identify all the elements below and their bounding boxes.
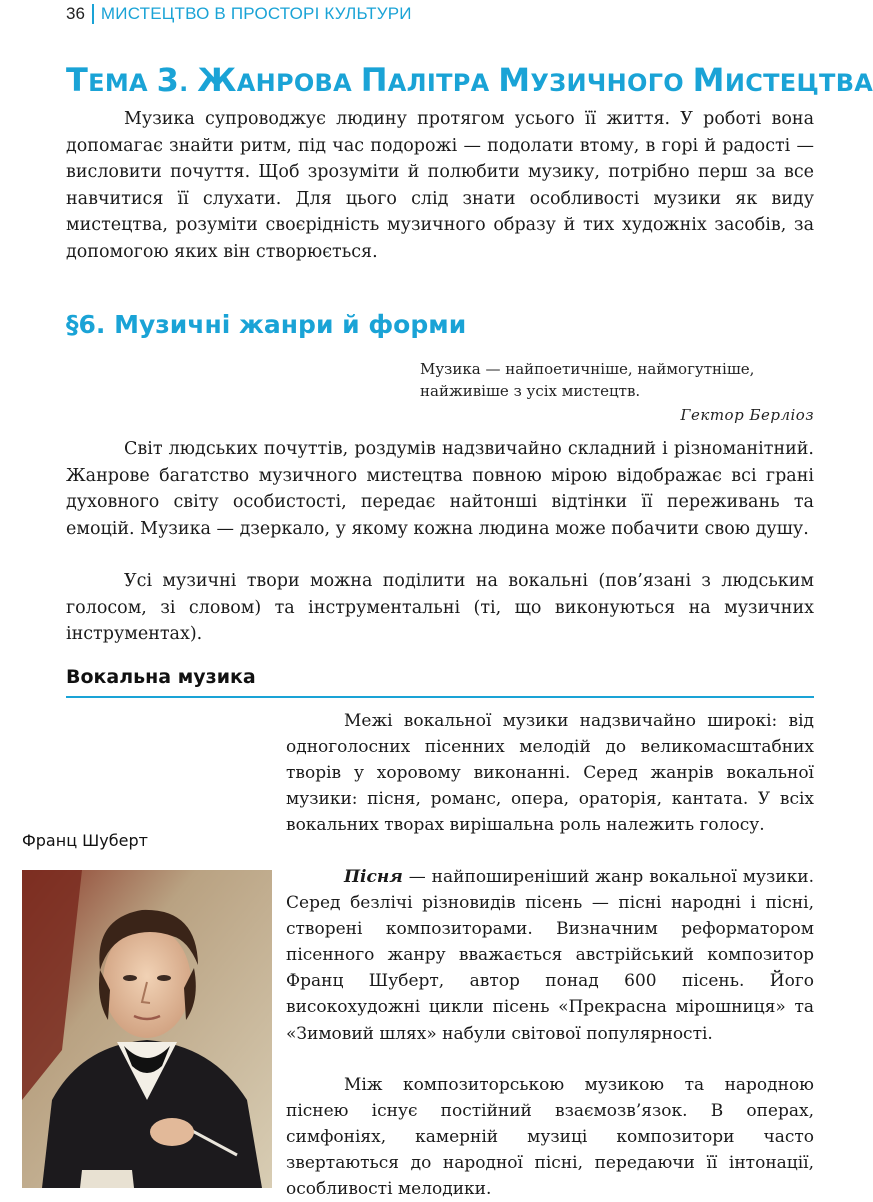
portrait-caption: Франц Шуберт — [22, 831, 148, 850]
subsection-header — [66, 662, 814, 698]
running-title: МИСТЕЦТВО В ПРОСТОРІ КУЛЬТУРИ — [100, 4, 412, 23]
section-paragraph-2: Усі музичні твори можна поділити на вокальні (пов’язані з людським голосом, зі словом) та інструментальні (ті, що виконуються на музичних інструментах). — [66, 571, 814, 644]
subsection-rule — [66, 696, 814, 698]
page-number: 36 — [66, 4, 85, 23]
epigraph — [420, 358, 814, 426]
theme-title: ТЕМА 3. ЖАНРОВА ПАЛІТРА МУЗИЧНОГО МИСТЕЦТВА — [66, 61, 873, 99]
running-head — [66, 0, 412, 28]
section-paragraph-1: Світ людських почуттів, роздумів надзвичайно складний і різноманітний. Жанрове багатство музичного мистецтва повною мірою відображає всі грані духовного світу особистості, передає найтонші відтінки її переживань та емоцій. Музика — дзеркало, у якому кожна людина може побачити свою душу. — [66, 439, 814, 539]
subsection-title: Вокальна музика — [66, 666, 256, 688]
vocal-paragraph-1: Межі вокальної музики надзвичайно широкі: від одноголосних пісенних мелодій до великомасштабних творів у хоровому виконанні. Серед жанрів вокальної музики: пісня, романс, опера, ораторія, кантата. У всіх вокальних творах вирішальна роль належить голосу. — [286, 711, 814, 836]
schubert-portrait — [22, 870, 272, 1188]
intro-paragraph: Музика супроводжує людину протягом усього її життя. У роботі вона допомагає знайти ритм, під час подорожі — подолати втому, в горі й радості — висловити почуття. Щоб зрозуміти й полюбити музику, потрібно перш за все навчитися її слухати. Для цього слід знати особливості музики як виду мистецтва, розуміти своєрідність музичного образу й тих художніх засобів, за допомогою яких він створюється. — [66, 109, 814, 262]
section-title: §6. Музичні жанри й форми — [66, 310, 467, 339]
portrait-illustration — [22, 870, 272, 1188]
term-song: Пісня — [344, 867, 403, 887]
vocal-paragraph-2 — [286, 864, 814, 1047]
epigraph-author: Гектор Берліоз — [680, 406, 814, 424]
epigraph-quote: Музика — найпоетичніше, наймогутніше, найживіше з усіх мистецтв. — [420, 360, 755, 400]
vocal-paragraph-2-body: — найпоширеніший жанр вокальної музики. Серед безлічі різновидів пісень — пісні народні і пісні, створені композиторами. Визначним реформатором пісенного жанру вважається австрійський композитор Франц Шуберт, автор понад 600 пісень. Його високохудожні цикли пісень «Прекрасна мірошниця» та «Зимовий шлях» набули світової популярності. — [286, 867, 814, 1044]
vocal-paragraph-3: Між композиторською музикою та народною піснею існує постійний взаємозв’язок. В операх, симфоніях, камерній музиці композитори часто звертаються до народної пісні, передаючи її інтонації, особливості мелодики. — [286, 1075, 814, 1200]
header-divider — [92, 4, 94, 24]
